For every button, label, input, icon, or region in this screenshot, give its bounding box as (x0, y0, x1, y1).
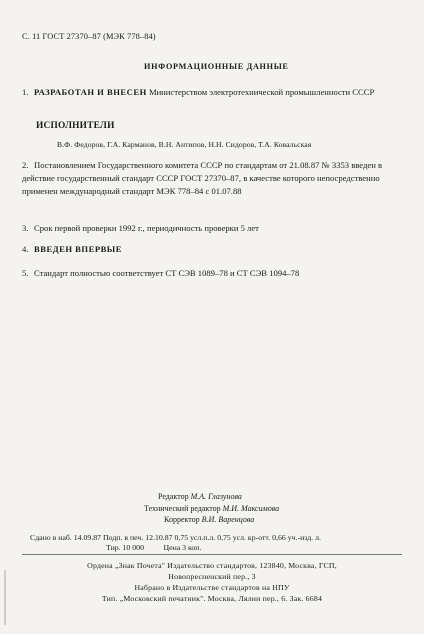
publisher-line-2: Новопресненский пер., 3 (168, 572, 256, 581)
editor-line: Редактор М.А. Глазунова (158, 492, 242, 501)
divider (22, 554, 402, 555)
item-number: 1. (22, 87, 29, 97)
info-item-2 (22, 159, 394, 198)
info-item-4 (22, 243, 394, 256)
item-number: 2. (22, 160, 29, 170)
imprint-line-2: Тир. 10 000 Цена 3 коп. (106, 543, 202, 552)
publisher-line-4: Тип. „Московский печатник". Москва, Лялин пер., 6. Зак. 6684 (101, 594, 323, 603)
scan-margin-mark (4, 570, 6, 625)
info-item-1 (22, 86, 394, 99)
item-text: Срок первой проверки 1992 г., периодичность проверки 5 лет (34, 223, 259, 233)
info-item-3 (22, 222, 394, 235)
item-text: Министерством электротехнической промышленности СССР (146, 87, 375, 97)
item-number: 5. (22, 268, 29, 278)
editors-block (144, 491, 280, 526)
publisher-line-3: Набрано в Издательстве стандартов на НПУ (134, 583, 290, 592)
executors-heading: ИСПОЛНИТЕЛИ (36, 121, 115, 131)
section-title: ИНФОРМАЦИОННЫЕ ДАННЫЕ (144, 62, 289, 71)
info-item-5 (22, 267, 394, 280)
item-text: Постановлением Государственного комитета СССР по стандартам от 21.08.87 № 3353 введен в действие государственный стандарт СССР ГОСТ 27370–87, в качестве которого непосредственно применен международный стандарт МЭК 778–84 с 01.07.88 (22, 160, 382, 196)
editor-line: Технический редактор М.И. Максимова (144, 503, 280, 513)
item-text: Стандарт полностью соответствует СТ СЭВ 1089–78 и СТ СЭВ 1094–78 (34, 268, 300, 278)
item-number: 4. (22, 244, 29, 254)
page-header: С. 11 ГОСТ 27370–87 (МЭК 778–84) (22, 32, 156, 41)
imprint-line-1: Сдано в наб. 14.09.87 Подп. в печ. 12.10.87 0,75 усл.п.л. 0,75 усл. кр-отт. 0,66 уч.-изд. л. (30, 533, 321, 542)
editor-line: Корректор В.И. Варенцова (164, 515, 255, 524)
item-number: 3. (22, 223, 29, 233)
item-lead: ВВЕДЕН ВПЕРВЫЕ (34, 244, 122, 254)
executors-names: В.Ф. Федоров, Г.А. Карманов, В.Н. Антипов, Н.Н. Сидоров, Т.А. Ковальская (57, 140, 312, 149)
item-lead: РАЗРАБОТАН И ВНЕСЕН (34, 87, 147, 97)
publisher-line-1: Ордена „Знак Почета" Издательство стандартов, 123840, Москва, ГСП, (87, 561, 337, 570)
